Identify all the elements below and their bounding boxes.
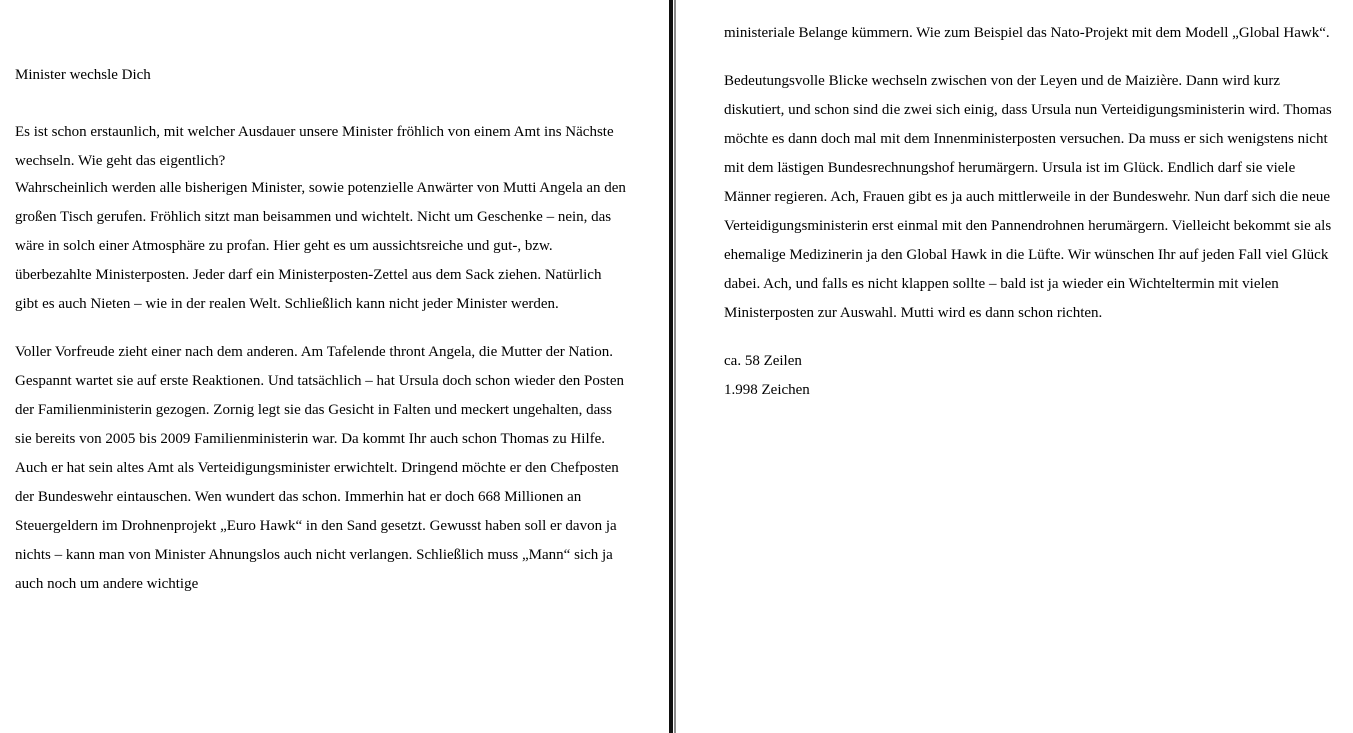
page-divider-dark-line xyxy=(669,0,673,733)
paragraph-vorfreude: Voller Vorfreude zieht einer nach dem anderen. Am Tafelende thront Angela, die Mutter der Nation. Gespannt wartet sie auf erste Reaktionen. Und tatsächlich – hat Ursula doch schon wieder den Posten der Familienministerin gezogen. Zornig legt sie das Gesicht in Falten und meckert ungehalten, dass sie bereits von 2005 bis 2009 Familienministerin war. Da kommt Ihr auch schon Thomas zu Hilfe. Auch er hat sein altes Amt als Verteidigungsminister erwichtelt. Dringend möchte er den Chefposten der Bundeswehr eintauschen. Wen wundert das schon. Immerhin hat er doch 668 Millionen an Steuergeldern im Drohnenprojekt „Euro Hawk“ in den Sand gesetzt. Gewusst haben soll er davon ja nichts – kann man von Minister Ahnungslos auch nicht verlangen. Schließlich muss „Mann“ sich ja auch noch um andere wichtige xyxy=(15,344,624,592)
document-title: Minister wechsle Dich xyxy=(15,67,151,83)
page-divider xyxy=(669,0,677,733)
left-column xyxy=(15,61,627,599)
char-count: 1.998 Zeichen xyxy=(724,382,810,398)
page-divider-light-line xyxy=(674,0,676,733)
line-count: ca. 58 Zeilen xyxy=(724,353,802,369)
paragraph-intro: Es ist schon erstaunlich, mit welcher Ausdauer unsere Minister fröhlich von einem Amt ins Nächste wechseln. Wie geht das eigentlich? xyxy=(15,124,614,169)
paragraph-continuation: ministeriale Belange kümmern. Wie zum Beispiel das Nato-Projekt mit dem Modell „Global Hawk“. xyxy=(724,25,1330,41)
paragraph-blicke: Bedeutungsvolle Blicke wechseln zwischen von der Leyen und de Maizière. Dann wird kurz diskutiert, und schon sind die zwei sich einig, dass Ursula nun Verteidigungsministerin wird. Thomas möchte es dann doch mal mit dem Innenministerposten versuchen. Da muss er sich wenigstens nicht mit dem lästigen Bundesrechnungshof herumärgern. Ursula ist im Glück. Endlich darf sie viele Männer regieren. Ach, Frauen gibt es ja auch mittlerweile in der Bundeswehr. Nun darf sich die neue Verteidigungsministerin erst einmal mit den Pannendrohnen herumärgern. Vielleicht bekommt sie als ehemalige Medizinerin ja den Global Hawk in die Lüfte. Wir wünschen Ihr auf jeden Fall viel Glück dabei. Ach, und falls es nicht klappen sollte – bald ist ja wieder ein Wichteltermin mit vielen Ministerposten zur Auswahl. Mutti wird es dann schon richten. xyxy=(724,73,1332,321)
paragraph-wichteln: Wahrscheinlich werden alle bisherigen Minister, sowie potenzielle Anwärter von Mutti Angela an den großen Tisch gerufen. Fröhlich sitzt man beisammen und wichtelt. Nicht um Geschenke – nein, das wäre in solch einer Atmosphäre zu profan. Hier geht es um aussichtsreiche und gut-, bzw. überbezahlte Ministerposten. Jeder darf ein Ministerposten-Zettel aus dem Sack ziehen. Natürlich gibt es auch Nieten – wie in der realen Welt. Schließlich kann nicht jeder Minister werden. xyxy=(15,180,626,312)
right-column xyxy=(724,19,1332,405)
